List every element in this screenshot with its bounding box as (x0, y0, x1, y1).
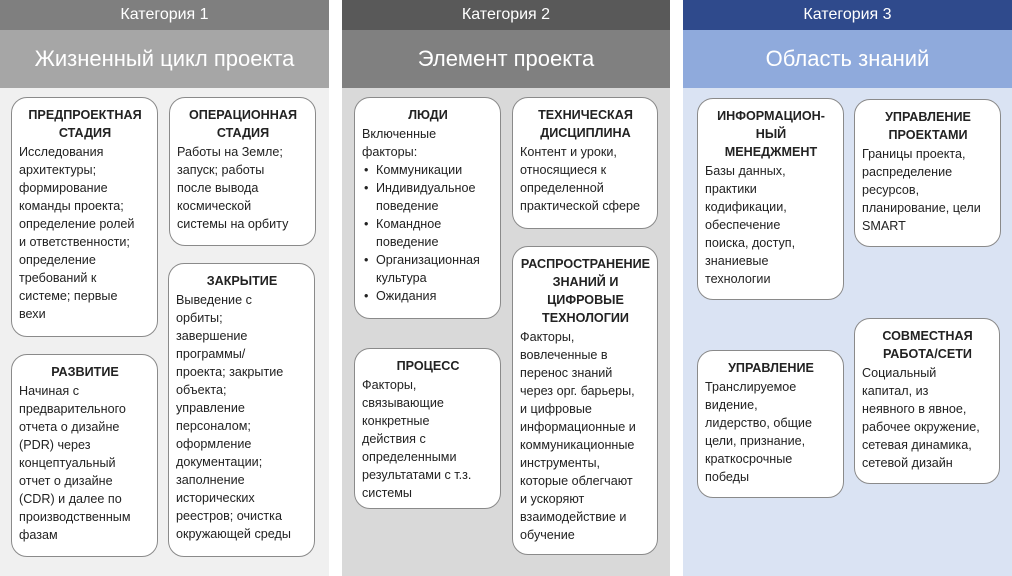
factor-item: • Организационная культура (362, 251, 494, 287)
card-project-management (854, 99, 1001, 247)
card-text: Начиная с предварительного отчета о дизайне (PDR) через концептуальный отчет о дизайне (CDR) и далее по производственным фазам (19, 384, 131, 542)
card-knowledge-dissemination (512, 246, 658, 555)
card-title: УПРАВЛЕНИЕ (728, 361, 814, 375)
card-text: Базы данных, практики кодификации, обеспечение поиска, доступ, знаниевые технологии (705, 164, 796, 286)
card-technical-discipline (512, 97, 658, 229)
card-title: ЛЮДИ (408, 108, 448, 122)
category-3-column (683, 0, 1012, 576)
card-leadership (697, 350, 844, 498)
factor-item: • Ожидания (362, 287, 494, 305)
factor-list (362, 161, 494, 305)
card-closure (168, 263, 315, 557)
category-1-title: Жизненный цикл проекта (0, 30, 329, 88)
card-title: СОВМЕСТНАЯ РАБОТА/СЕТИ (882, 329, 973, 361)
card-text: Социальный капитал, из неявного в явное, рабочее окружение, сетевая динамика, сетевой дизайн (862, 366, 980, 470)
category-3-header: Категория 3 (683, 0, 1012, 30)
card-title: ПРЕДПРОЕКТНАЯ СТАДИЯ (28, 108, 142, 140)
factor-item: • Командное поведение (362, 215, 494, 251)
card-title: РАСПРОСТРАНЕНИЕ ЗНАНИЙ И ЦИФРОВЫЕ ТЕХНОЛОГИИ (520, 257, 651, 325)
card-title: ЗАКРЫТИЕ (206, 274, 278, 288)
card-pre-project-stage (11, 97, 158, 337)
card-text: Факторы, связывающие конкретные действия с определенными результатами с т.з. системы (362, 378, 472, 500)
card-text: Транслируемое видение, лидерство, общие цели, признание, краткосрочные победы (705, 380, 812, 484)
card-information-management (697, 98, 844, 300)
card-title: ОПЕРАЦИОННАЯ СТАДИЯ (188, 108, 298, 140)
card-text: Включенные факторы: (362, 127, 437, 159)
card-process (354, 348, 501, 509)
category-2-column (342, 0, 670, 576)
card-text: Границы проекта, распределение ресурсов, планирование, цели SMART (862, 147, 981, 233)
factor-item: • Индивидуальное поведение (362, 179, 494, 215)
card-title: ПРОЦЕСС (396, 359, 460, 373)
card-text: Контент и уроки, относящиеся к определенной практической сфере (520, 145, 641, 213)
category-1-header: Категория 1 (0, 0, 329, 30)
card-people (354, 97, 501, 319)
card-development (11, 354, 158, 557)
card-text: Исследования архитектуры; формирование команды проекта; определение ролей и ответственности; определение требований к системе; первые вехи (19, 145, 135, 321)
card-title: ИНФОРМАЦИОН- НЫЙ МЕНЕДЖМЕНТ (717, 109, 825, 159)
card-text: Выведение с орбиты; завершение программы/ проекта; закрытие объекта; управление персоналом; оформление документации; заполнение исторических реестров; очистка окружающей среды (176, 293, 291, 541)
card-title: РАЗВИТИЕ (51, 365, 119, 379)
card-collaboration-networks (854, 318, 1000, 484)
card-title: УПРАВЛЕНИЕ ПРОЕКТАМИ (885, 110, 971, 142)
card-text: Факторы, вовлеченные в перенос знаний через орг. барьеры, и цифровые информационные и коммуникационные инструменты, которые облегчают и ускоряют взаимодействие и обучение (520, 330, 636, 542)
category-2-title: Элемент проекта (342, 30, 670, 88)
category-3-title: Область знаний (683, 30, 1012, 88)
category-1-column (0, 0, 329, 576)
category-2-header: Категория 2 (342, 0, 670, 30)
factor-item: • Коммуникации (362, 161, 494, 179)
card-operational-stage (169, 97, 316, 246)
card-title: ТЕХНИЧЕСКАЯ ДИСЦИПЛИНА (538, 108, 633, 140)
card-text: Работы на Земле; запуск; работы после вывода космической системы на орбиту (177, 145, 289, 231)
